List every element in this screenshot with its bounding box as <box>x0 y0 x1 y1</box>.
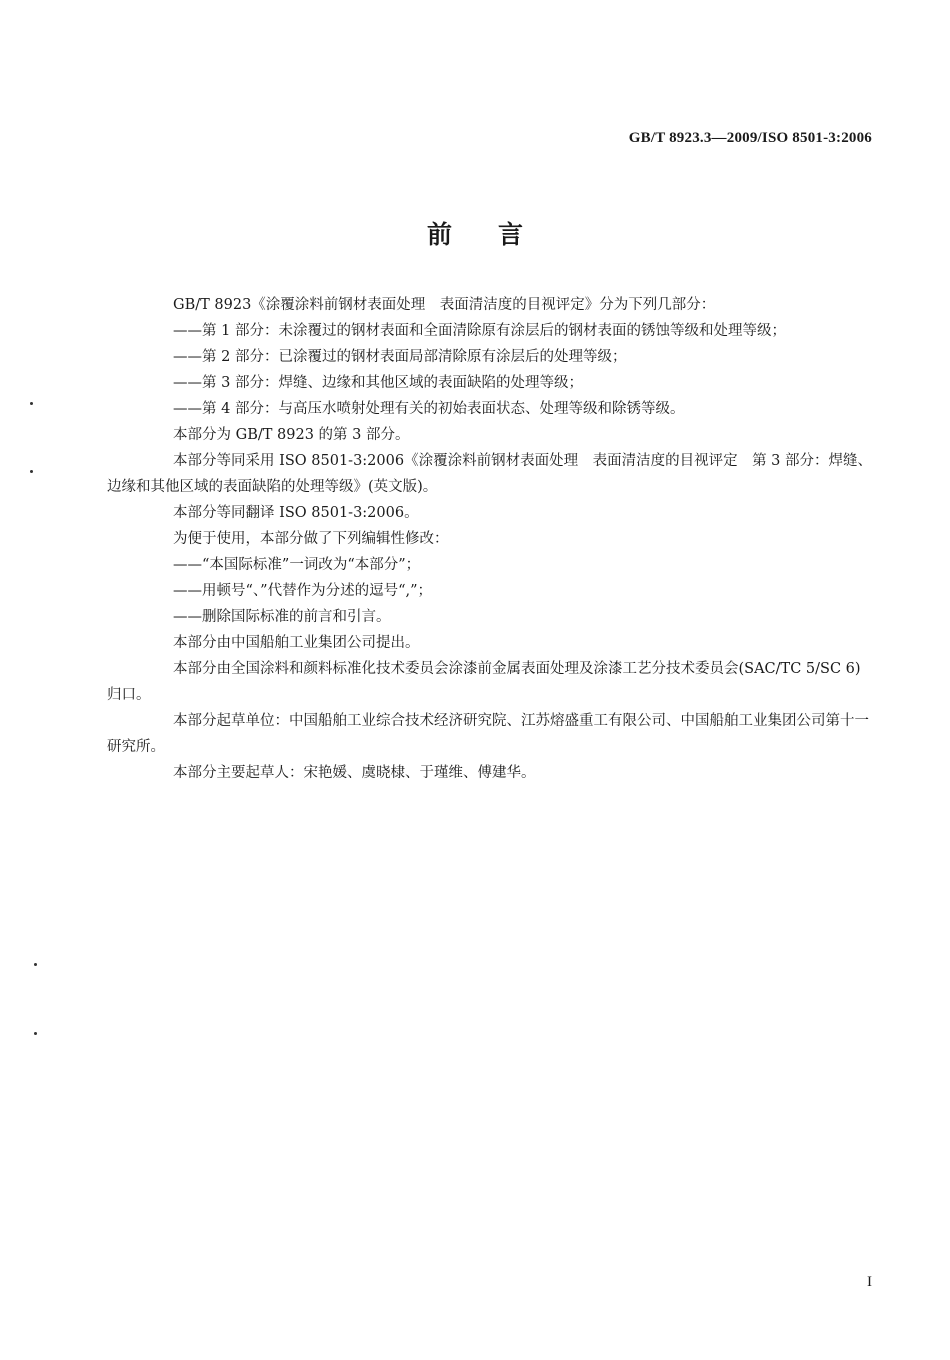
foreword-body <box>107 292 875 786</box>
standard-code: GB/T 8923.3—2009/ISO 8501-3:2006 <box>628 130 872 146</box>
list-item-edit-2: ——用顿号“、”代替作为分述的逗号“,”； <box>173 583 433 599</box>
paragraph-translation: 本部分等同翻译 ISO 8501-3:2006。 <box>173 505 419 521</box>
title-char-1: 前 <box>426 220 452 249</box>
scan-mark <box>34 963 37 966</box>
list-item-part-2: ——第 2 部分：已涂覆过的钢材表面局部清除原有涂层后的处理等级； <box>173 349 627 365</box>
paragraph-drafting-units: 本部分起草单位：中国船舶工业综合技术经济研究院、江苏熔盛重工有限公司、中国船舶工业集团公司第十一研究所。 <box>107 713 869 755</box>
scan-mark <box>34 1032 37 1035</box>
scan-mark <box>30 402 33 405</box>
list-item-part-3: ——第 3 部分：焊缝、边缘和其他区域的表面缺陷的处理等级； <box>173 375 583 391</box>
list-item-edit-1: ——“本国际标准”一词改为“本部分”； <box>173 557 421 573</box>
paragraph-committee: 本部分由全国涂料和颜料标准化技术委员会涂漆前金属表面处理及涂漆工艺分技术委员会(SAC/TC 5/SC 6)归口。 <box>107 661 861 703</box>
page-number: I <box>867 1274 872 1290</box>
scan-mark <box>30 470 33 473</box>
paragraph-proposer: 本部分由中国船舶工业集团公司提出。 <box>173 635 420 651</box>
list-item-edit-3: ——删除国际标准的前言和引言。 <box>173 609 391 625</box>
paragraph-part-statement: 本部分为 GB/T 8923 的第 3 部分。 <box>173 427 410 443</box>
paragraph-adoption: 本部分等同采用 ISO 8501-3:2006《涂覆涂料前钢材表面处理 表面清洁度的目视评定 第 3 部分：焊缝、边缘和其他区域的表面缺陷的处理等级》(英文版)。 <box>107 453 873 495</box>
page-title <box>0 215 950 251</box>
title-char-2: 言 <box>498 220 524 249</box>
paragraph-intro: GB/T 8923《涂覆涂料前钢材表面处理 表面清洁度的目视评定》分为下列几部分： <box>173 297 716 313</box>
paragraph-drafters: 本部分主要起草人：宋艳媛、虞晓棣、于瑾维、傅建华。 <box>173 765 536 781</box>
list-item-part-1: ——第 1 部分：未涂覆过的钢材表面和全面清除原有涂层后的钢材表面的锈蚀等级和处理等级； <box>173 323 786 339</box>
paragraph-edits-intro: 为便于使用，本部分做了下列编辑性修改： <box>173 531 449 547</box>
list-item-part-4: ——第 4 部分：与高压水喷射处理有关的初始表面状态、处理等级和除锈等级。 <box>173 401 685 417</box>
